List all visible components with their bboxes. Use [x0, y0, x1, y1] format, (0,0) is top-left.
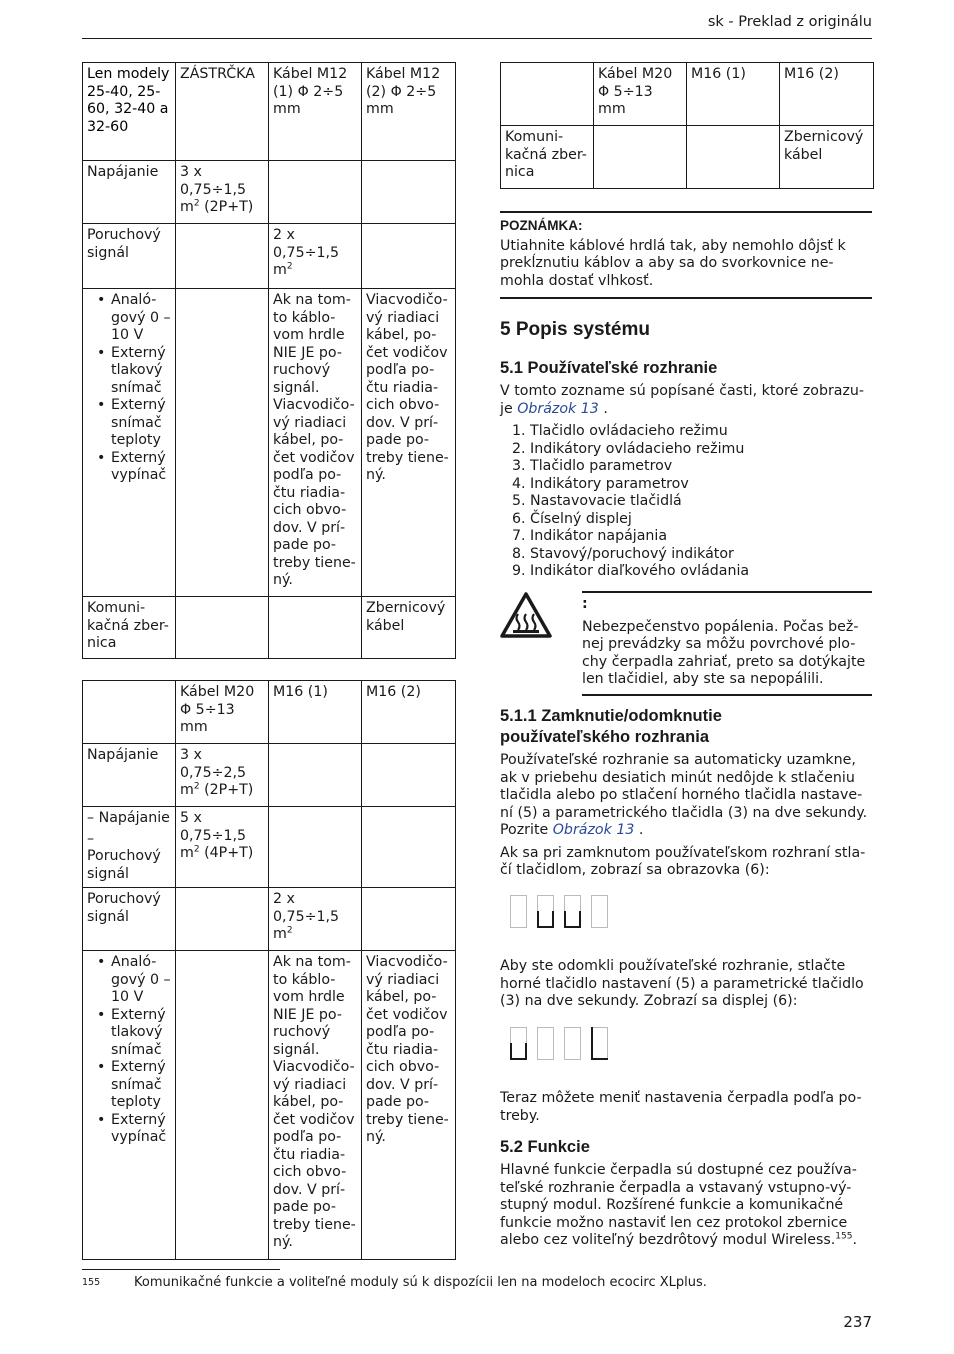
list-item: • Externý vypínač: [87, 450, 172, 485]
row-label-fault: Poruchový signál: [83, 224, 176, 289]
display-digit-u: [564, 895, 583, 929]
header-m16-2: M16 (2): [780, 63, 874, 126]
cell-empty: [362, 807, 456, 888]
cell-power-spec: 3 x 0,75÷2,5 $m^2$ (2P+T): [176, 744, 269, 807]
header-rule: [82, 38, 872, 39]
warning-block: [582, 596, 872, 689]
note-text: Utiahnite káblové hrdlá tak, aby nemohlo dôjsť k prekĺznutiu káblov a aby sa do svorkovnice ne-mohla dostať vlhkosť.: [500, 237, 846, 289]
note-top-rule: [500, 211, 872, 213]
warning-title: :: [582, 596, 588, 612]
list-item: • Externý vypínač: [87, 1112, 172, 1147]
cell-empty: [269, 744, 362, 807]
list-item: • Analó-gový 0 – 10 V: [87, 292, 172, 345]
cell-power-spec: 3 x 0,75÷1,5 $m^2$ (2P+T): [176, 161, 269, 224]
cell-power-fault-spec: 5 x 0,75÷1,5 $m^2$ (4P+T): [176, 807, 269, 888]
list-item: 7. Indikátor napájania: [512, 528, 668, 544]
change-settings-paragraph: Teraz môžete meniť nastavenia čerpadla podľa po-treby.: [500, 1090, 862, 1124]
list-item: 9. Indikátor diaľkového ovládania: [512, 563, 750, 579]
cell-empty: [176, 888, 269, 951]
list-item: 4. Indikátory parametrov: [512, 475, 689, 492]
header-m16-1: M16 (1): [687, 63, 780, 126]
list-item: 3. Tlačidlo parametrov: [512, 458, 673, 474]
cell-fault-spec: 2 x 0,75÷1,5 $m^2$: [269, 888, 362, 951]
inputs-list-cell: [83, 951, 176, 1260]
cell-empty: [362, 888, 456, 951]
cell-empty: [269, 807, 362, 888]
cell-comm-cable: Zbernicový kábel: [362, 597, 456, 659]
section-5-2-heading: 5.2 Funkcie: [500, 1138, 590, 1156]
footnote-number: 155: [82, 1277, 101, 1288]
display-digit-u: [537, 895, 556, 929]
section-5-1-intro: V tomto zozname sú popísané časti, ktoré zobrazu-je Obrázok 13 .: [500, 383, 865, 417]
header-m12-2: Kábel M12 (2) Φ 2÷5 mm: [362, 63, 456, 161]
figure-13-link[interactable]: Obrázok 13: [552, 822, 635, 838]
list-item: • Externý snímač teploty: [87, 1059, 172, 1112]
list-item: 2. Indikátory ovládacieho režimu: [512, 440, 745, 457]
hot-surface-icon: [500, 592, 552, 638]
inputs-list-cell: [83, 289, 176, 597]
unlocked-display: [510, 1027, 610, 1061]
warning-bottom-rule: [582, 694, 872, 696]
header-m16-1: M16 (1): [269, 681, 362, 744]
section-5-1-1-body: [500, 752, 872, 880]
display-digit-l: [591, 1027, 610, 1061]
cell-inputs-m16-1: Ak na tom-to káblo-vom hrdle NIE JE po-ruchový signál. Viacvodičo-vý riadiaci kábel, po-čet vodičov podľa po-čtu riadia-cich obvo-dov. V prí-pade po-treby tiene-ný.: [269, 951, 362, 1260]
cell-empty: [176, 951, 269, 1260]
display-digit-blank: [537, 1027, 556, 1061]
cell-empty: [176, 224, 269, 289]
ui-parts-list: [500, 423, 872, 581]
footnote-text: Komunikačné funkcie a voliteľné moduly sú k dispozícii len na modeloch ecocirc XLplus.: [134, 1275, 707, 1290]
list-item: 8. Stavový/poruchový indikátor: [512, 545, 734, 562]
cell-empty: [269, 597, 362, 659]
display-digit-u: [510, 1027, 529, 1061]
row-label-power: Napájanie: [83, 744, 176, 807]
locked-press-paragraph: Ak sa pri zamknutom používateľskom rozhraní stla-čí tlačidlom, zobrazí sa obrazovka (6):: [500, 844, 866, 878]
section-5-heading: 5 Popis systému: [500, 319, 650, 340]
list-item: • Externý tlakový snímač: [87, 345, 172, 398]
list-item: 6. Číselný displej: [512, 510, 632, 527]
cell-inputs-m12-1: Ak na tom-to káblo-vom hrdle NIE JE po-ruchový signál. Viacvodičo-vý riadiaci kábel, po-čet vodičov podľa po-čtu riadia-cich obvo-dov. V prí-pade po-treby tiene-ný.: [269, 289, 362, 597]
section-5-1-heading: 5.1 Používateľské rozhranie: [500, 359, 718, 377]
footnote-ref[interactable]: 155: [835, 1231, 853, 1242]
list-item: 1. Tlačidlo ovládacieho režimu: [512, 423, 728, 439]
row-label-power: Napájanie: [83, 161, 176, 224]
header-plug: ZÁSTRČKA: [176, 63, 269, 161]
cell-empty: [176, 597, 269, 659]
warning-top-rule: [582, 591, 872, 593]
display-digit-blank: [564, 1027, 583, 1061]
cable-table-2: [82, 680, 456, 1260]
cell-empty: [687, 126, 780, 189]
list-item: • Externý snímač teploty: [87, 397, 172, 450]
page-header: sk - Preklad z originálu: [707, 14, 872, 30]
footnote-rule: [82, 1269, 280, 1270]
note-block: [500, 217, 872, 290]
cell-empty: [362, 224, 456, 289]
unlock-paragraph: Aby ste odomkli používateľské rozhranie, stlačte horné tlačidlo nastavení (5) a parametrické tlačidlo (3) na dve sekundy. Zobrazí sa displej (6):: [500, 958, 864, 1009]
list-item: • Externý tlakový snímač: [87, 1007, 172, 1060]
note-title: POZNÁMKA:: [500, 218, 583, 233]
page-number: 237: [843, 1313, 872, 1331]
header-m20: Kábel M20 Φ 5÷13 mm: [594, 63, 687, 126]
display-digit-blank: [591, 895, 610, 929]
cable-table-1: [82, 62, 456, 659]
row-label-comm: Komuni-kačná zber-nica: [83, 597, 176, 659]
figure-13-link[interactable]: Obrázok 13: [517, 400, 599, 417]
list-item: • Analó-gový 0 – 10 V: [87, 954, 172, 1007]
cell-empty: [83, 681, 176, 744]
cell-empty: [269, 161, 362, 224]
cell-inputs-m12-2: Viacvodičo-vý riadiaci kábel, po-čet vodičov podľa po-čtu riadia-cich obvo-dov. V prí-pade po-treby tiene-ný.: [362, 289, 456, 597]
list-item: 5. Nastavovacie tlačidlá: [512, 493, 682, 509]
note-bottom-rule: [500, 297, 872, 299]
functions-paragraph: Hlavné funkcie čerpadla sú dostupné cez používa-teľské rozhranie čerpadla a vstavaný vstupno-vý-stupný modul. Rozšírené funkcie a komunikačné funkcie možno nastaviť len cez protokol zbernice alebo cez voliteľný bezdrôtový modul Wireless.$^{155}$.: [500, 1162, 857, 1248]
cable-table-3: [500, 62, 874, 189]
cell-empty: [362, 161, 456, 224]
model-header: Len modely 25-40, 25-60, 32-40 a 32-60: [83, 63, 176, 161]
header-m12-1: Kábel M12 (1) Φ 2÷5 mm: [269, 63, 362, 161]
cell-empty: [176, 289, 269, 597]
cell-fault-spec: 2 x 0,75÷1,5 $m^2$: [269, 224, 362, 289]
lock-paragraph: Používateľské rozhranie sa automaticky uzamkne, ak v priebehu desiatich minút nedôjde k stlačeniu tlačidla alebo po stlačení horného tlačidla nastave-ní (5) a parametrického tlačidla (3) na dve sekundy. Pozrite Obrázok 13 .: [500, 752, 868, 838]
cell-empty: [362, 744, 456, 807]
row-label-fault: Poruchový signál: [83, 888, 176, 951]
header-m16-2: M16 (2): [362, 681, 456, 744]
section-5-1-1-heading: 5.1.1 Zamknutie/odomknutie používateľského rozhrania: [500, 707, 722, 746]
locked-display: [510, 895, 610, 929]
warning-text: Nebezpečenstvo popálenia. Počas bež-nej prevádzky sa môžu povrchové plo-chy čerpadla zahriať, preto sa dotýkajte len tlačidiel, aby ste sa nepopálili.: [582, 618, 866, 687]
cell-inputs-m16-2: Viacvodičo-vý riadiaci kábel, po-čet vodičov podľa po-čtu riadia-cich obvo-dov. V prí-pade po-treby tiene-ný.: [362, 951, 456, 1260]
row-label-power-fault: – Napájanie – Poruchový signál: [83, 807, 176, 888]
display-digit-blank: [510, 895, 529, 929]
cell-empty: [594, 126, 687, 189]
cell-empty: [501, 63, 594, 126]
header-m20: Kábel M20 Φ 5÷13 mm: [176, 681, 269, 744]
row-label-comm: Komuni-kačná zber-nica: [501, 126, 594, 189]
cell-comm-cable: Zbernicový kábel: [780, 126, 874, 189]
